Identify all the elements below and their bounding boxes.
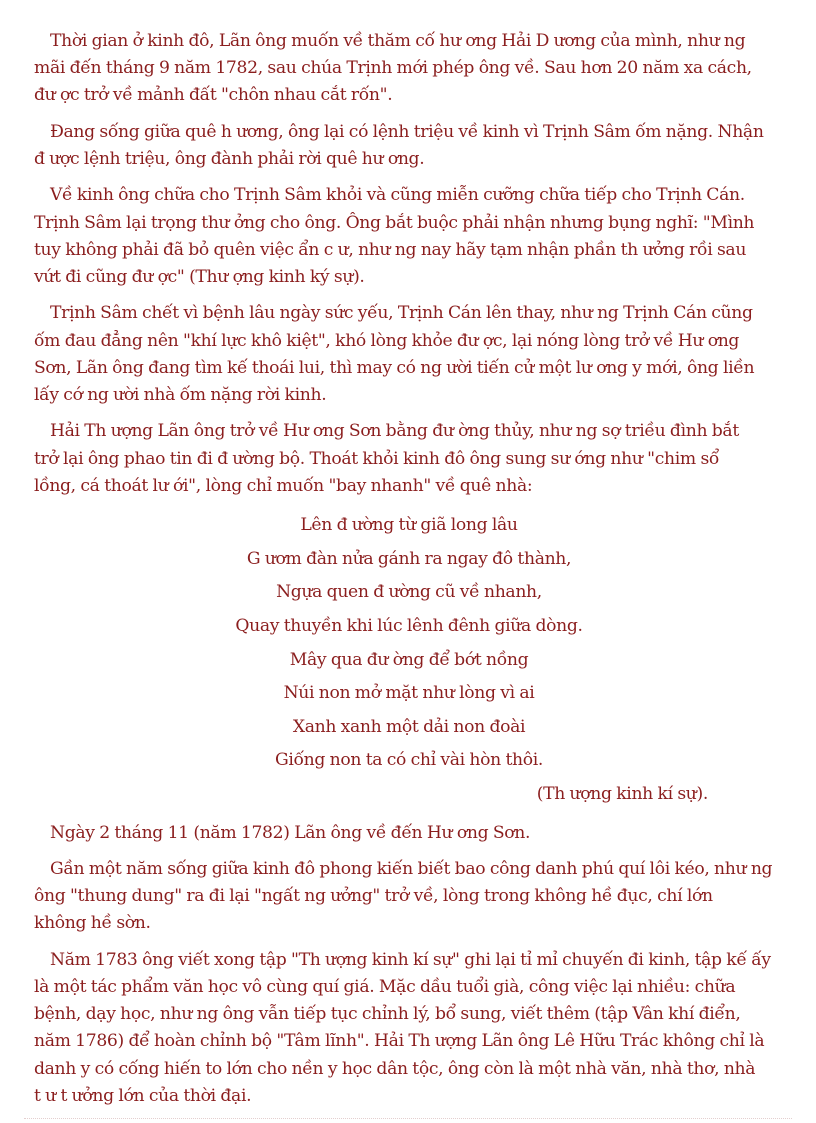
text-line: lồng, cá thoát lư ới", lòng chỉ muốn "bay nhanh" về quê nhà: [34,475,533,496]
text-line: Đang sống giữa quê h ương, ông lại có lệnh triệu về kinh vì Trịnh Sâm ốm nặng. Nhận [50,121,764,142]
text-line: Thời gian ở kinh đô, Lãn ông muốn về thăm cố hư ơng Hải D ương của mình, như ng [50,31,746,51]
poem-line: Xanh xanh một dải non đoài [292,716,526,737]
paragraph-5 [34,418,784,500]
text-line: Gần một năm sống giữa kinh đô phong kiến biết bao công danh phú quí lôi kéo, như ng [50,858,773,879]
paragraph-1 [34,28,784,110]
poem-line: Quay thuyền khi lúc lênh đênh giữa dòng. [235,615,583,636]
text-line: trở lại ông phao tin đi đ ường bộ. Thoát khỏi kinh đô ông sung sư ớng như "chim sổ [34,448,720,469]
paragraph-3 [34,182,784,291]
text-line: ốm đau đẳng nên "khí lực khô kiệt", khó lòng khỏe đư ợc, lại nóng lòng trở về Hư ơng [34,330,740,351]
text-line: lấy cớ ng ười nhà ốm nặng rời kinh. [34,385,327,405]
text-line: Năm 1783 ông viết xong tập "Th ượng kinh kí sự" ghi lại tỉ mỉ chuyến đi kinh, tập kế ấy [50,949,771,970]
text-line: đư ợc trở về mảnh đất "chôn nhau cắt rốn". [34,85,393,106]
text-line: Trịnh Sâm chết vì bệnh lâu ngày sức yếu, Trịnh Cán lên thay, như ng Trịnh Cán cũng [50,303,753,324]
poem-line: Lên đ ường từ giã long lâu [300,515,518,536]
text-line: danh y có cống hiến to lớn cho nền y học dân tộc, ông còn là một nhà văn, nhà thơ, nhà [34,1058,756,1079]
text-line: Về kinh ông chữa cho Trịnh Sâm khỏi và cũng miễn cưỡng chữa tiếp cho Trịnh Cán. [50,185,745,206]
document-body [34,28,784,1119]
text-line: Ngày 2 tháng 11 (năm 1782) Lãn ông về đến Hư ơng Sơn. [50,822,531,843]
paragraph-2 [34,119,784,173]
paragraph-6 [34,820,784,847]
poem-source: (Th ượng kinh kí sự). [536,783,708,804]
text-line: là một tác phẩm văn học vô cùng quí giá. Mặc dầu tuổi già, công việc lại nhiều: chữa [34,976,736,997]
poem-line: Ngựa quen đ ường cũ về nhanh, [276,582,542,603]
text-line: không hề sờn. [34,913,151,934]
text-line: đ ược lệnh triệu, ông đành phải rời quê hư ơng. [34,149,425,169]
text-line: mãi đến tháng 9 năm 1782, sau chúa Trịnh mới phép ông về. Sau hơn 20 năm xa cách, [34,58,752,79]
poem-line: Núi non mở mặt như lòng vì ai [283,683,535,704]
poem-line: Giống non ta có chỉ vài hòn thôi. [274,750,544,771]
text-line: năm 1786) để hoàn chỉnh bộ "Tâm lĩnh". Hải Th ượng Lãn ông Lê Hữu Trác không chỉ là [34,1031,765,1052]
text-line: bệnh, dạy học, như ng ông vẫn tiếp tục chỉnh lý, bổ sung, viết thêm (tập Vân khí điển, [34,1004,741,1025]
poem-line: Mây qua đư ờng để bớt nồng [289,649,529,670]
poem-block [34,509,784,811]
bottom-divider [24,1118,792,1119]
text-line: vứt đi cũng đư ợc" (Thư ợng kinh ký sự). [34,267,365,287]
text-line: Hải Th ượng Lãn ông trở về Hư ơng Sơn bằng đư ờng thủy, như ng sợ triều đình bắt [50,421,739,442]
poem-line: G ươm đàn nửa gánh ra ngay đô thành, [246,548,572,569]
text-line: Trịnh Sâm lại trọng thư ởng cho ông. Ông bắt buộc phải nhận nhưng bụng nghĩ: "Mình [34,212,755,233]
text-line: t ư t ưởng lớn của thời đại. [34,1085,252,1106]
text-line: ông "thung dung" ra đi lại "ngất ng ưởng" trở về, lòng trong không hề đục, chí lớn [34,886,713,907]
text-line: Sơn, Lãn ông đang tìm kế thoái lui, thì may có ng ười tiến cử một lư ơng y mới, ông liền [34,357,755,378]
paragraph-4 [34,300,784,409]
paragraph-8 [34,947,784,1110]
paragraph-7 [34,856,784,938]
text-line: tuy không phải đã bỏ quên việc ẩn c ư, như ng nay hãy tạm nhận phần th ưởng rồi sau [34,239,747,260]
